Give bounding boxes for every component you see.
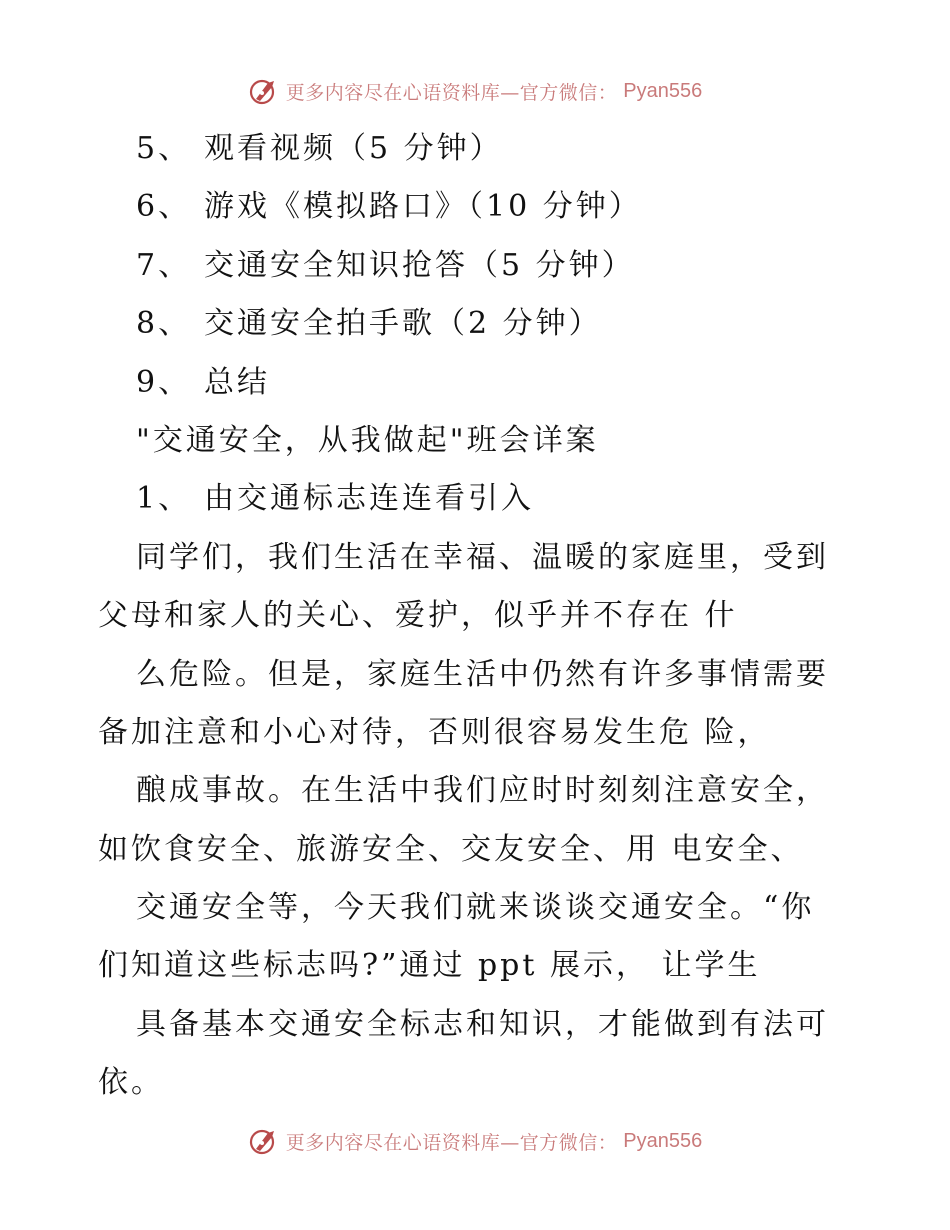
agenda-text: 交通安全拍手歌（2 分钟） [204,306,602,342]
paragraph-line: 交通安全等，今天我们就来谈谈交通安全。“你 [136,890,815,926]
paragraph-line: 具备基本交通安全标志和知识，才能做到有法可 [136,1006,829,1042]
agenda-item [98,237,858,295]
pen-nib-logo-icon [248,75,280,107]
agenda-item [98,120,858,178]
agenda-item [98,295,858,353]
watermark-account: Pyan556 [623,1129,703,1152]
agenda-number: 7、 [136,247,192,283]
agenda-text: 游戏《模拟路口》（10 分钟） [204,189,642,225]
header-watermark [0,74,950,108]
pen-nib-logo-icon [248,1125,280,1157]
paragraph-line: 如饮食安全、旅游安全、交友安全、用 电安全、 [98,831,804,867]
agenda-item [98,178,858,236]
paragraph-line: 父母和家人的关心、爱护，似乎并不存在 什 [98,598,738,634]
paragraph-line: 备加注意和小心对待，否则很容易发生危 险， [98,714,771,750]
agenda-number: 8、 [136,306,192,342]
step-text: 由交通标志连连看引入 [204,481,534,517]
step-item [98,470,858,528]
paragraph-line: 依。 [98,1065,164,1101]
agenda-number: 6、 [136,189,192,225]
agenda-item [98,354,858,412]
paragraph-line: 酿成事故。在生活中我们应时时刻刻注意安全， [136,773,829,809]
paragraph-line: 们知道这些标志吗?”通过 ppt 展示， 让学生 [98,948,761,984]
section-title: "交通安全，从我做起"班会详案 [136,422,599,458]
agenda-text: 观看视频（5 分钟） [204,131,503,166]
step-number: 1、 [136,481,192,517]
agenda-text: 总结 [204,364,270,400]
paragraph-line: 同学们，我们生活在幸福、温暖的家庭里，受到 [136,539,829,575]
watermark-account: Pyan556 [623,79,703,102]
paragraph-line: 么危险。但是，家庭生活中仍然有许多事情需要 [136,656,829,692]
agenda-number: 9、 [136,364,192,400]
agenda-number: 5、 [136,131,192,166]
watermark-text: 更多内容尽在心语资料库—官方微信： [285,1131,618,1154]
agenda-text: 交通安全知识抢答（5 分钟） [204,247,635,283]
watermark-text: 更多内容尽在心语资料库—官方微信： [285,81,618,104]
footer-watermark [0,1124,950,1158]
document-body [98,120,858,1113]
